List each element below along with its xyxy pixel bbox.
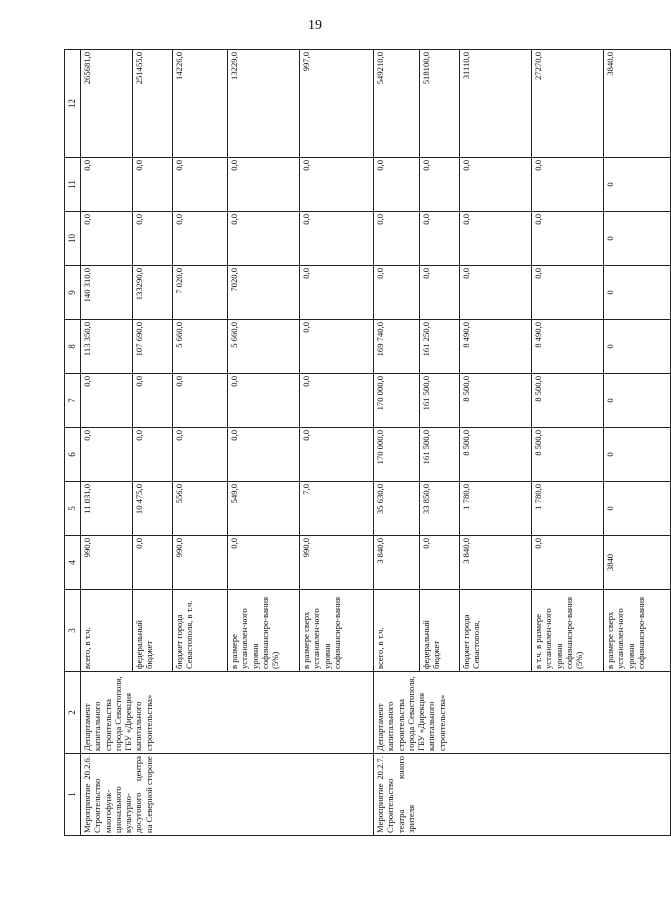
value-cell: 161 250,0 — [420, 320, 460, 374]
header-cell: 8 — [65, 320, 81, 374]
value-cell: 3840 — [604, 536, 671, 590]
value-cell: 7020,0 — [228, 266, 300, 320]
value-cell: 0 — [604, 212, 671, 266]
funding-source-cell: в размере установлен-ного уровня софинансиро-вания (5%) — [228, 590, 300, 672]
value-cell: 0,0 — [374, 266, 420, 320]
value-cell: 0,0 — [133, 158, 173, 212]
value-cell: 0,0 — [300, 320, 374, 374]
value-cell: 0,0 — [420, 266, 460, 320]
value-cell: 1 780,0 — [460, 482, 532, 536]
header-cell: 4 — [65, 536, 81, 590]
value-cell: 0,0 — [420, 158, 460, 212]
value-cell: 5 660,0 — [173, 320, 228, 374]
value-cell: 0,0 — [173, 212, 228, 266]
header-cell: 9 — [65, 266, 81, 320]
header-cell: 10 — [65, 212, 81, 266]
funding-source-cell: в т.ч. в размере установлен-ного уровня софинансиро-вания (5%) — [532, 590, 604, 672]
value-cell: 11 031,0 — [81, 482, 133, 536]
value-cell: 556,0 — [173, 482, 228, 536]
value-cell: 0,0 — [228, 428, 300, 482]
value-cell: 3 840,0 — [460, 536, 532, 590]
funding-source-cell: в размере сверх установлен-ного уровня софинансиро-вания — [604, 590, 671, 672]
value-cell: 27270,0 — [532, 50, 604, 158]
value-cell: 8 500,0 — [460, 428, 532, 482]
value-cell: 8 490,0 — [532, 320, 604, 374]
table-row — [81, 50, 133, 836]
value-cell: 549,0 — [228, 482, 300, 536]
value-cell: 35 630,0 — [374, 482, 420, 536]
value-cell: 113 350,0 — [81, 320, 133, 374]
value-cell: 3840,0 — [604, 50, 671, 158]
value-cell: 10 475,0 — [133, 482, 173, 536]
value-cell: 0 — [604, 428, 671, 482]
funding-source-cell: федеральный бюджет — [133, 590, 173, 672]
value-cell: 0,0 — [81, 212, 133, 266]
value-cell: 169 740,0 — [374, 320, 420, 374]
value-cell: 0,0 — [300, 212, 374, 266]
value-cell: 0,0 — [420, 536, 460, 590]
value-cell: 33 850,0 — [420, 482, 460, 536]
value-cell: 0,0 — [133, 428, 173, 482]
funding-source-cell: всего, в т.ч. — [81, 590, 133, 672]
value-cell: 1 780,0 — [532, 482, 604, 536]
funding-source-cell: в размере сверх установлен-ного уровня софинансиро-вания — [300, 590, 374, 672]
value-cell: 0,0 — [133, 212, 173, 266]
value-cell: 0,0 — [460, 266, 532, 320]
value-cell: 0,0 — [460, 212, 532, 266]
value-cell: 0,0 — [173, 374, 228, 428]
value-cell: 170 000,0 — [374, 428, 420, 482]
header-cell: 1 — [65, 754, 81, 836]
value-cell: 0,0 — [81, 374, 133, 428]
funding-table — [64, 49, 671, 836]
value-cell: 0 — [604, 266, 671, 320]
value-cell: 990,0 — [300, 536, 374, 590]
header-cell: 12 — [65, 50, 81, 158]
value-cell: 107 690,0 — [133, 320, 173, 374]
executor-cell: Департамент капитального строительства города Севастополя, ГБУ «Дирекция капитального строительства» — [81, 672, 374, 754]
funding-source-cell: бюджет города Севастополя, — [460, 590, 532, 672]
header-cell: 11 — [65, 158, 81, 212]
value-cell: 0,0 — [300, 428, 374, 482]
value-cell: 8 500,0 — [460, 374, 532, 428]
value-cell: 265681,0 — [81, 50, 133, 158]
value-cell: 0,0 — [532, 158, 604, 212]
value-cell: 997,0 — [300, 50, 374, 158]
header-cell: 3 — [65, 590, 81, 672]
value-cell: 990,0 — [173, 536, 228, 590]
value-cell: 161 500,0 — [420, 428, 460, 482]
value-cell: 251455,0 — [133, 50, 173, 158]
value-cell: 0,0 — [81, 428, 133, 482]
value-cell: 13229,0 — [228, 50, 300, 158]
value-cell: 140 310,0 — [81, 266, 133, 320]
page-number: 19 — [308, 18, 322, 33]
value-cell: 0,0 — [300, 374, 374, 428]
value-cell: 0 — [604, 374, 671, 428]
value-cell: 0,0 — [173, 428, 228, 482]
value-cell: 0,0 — [228, 158, 300, 212]
value-cell: 0,0 — [374, 158, 420, 212]
value-cell: 0,0 — [173, 158, 228, 212]
value-cell: 0,0 — [420, 212, 460, 266]
value-cell: 549210,0 — [374, 50, 420, 158]
value-cell: 31110,0 — [460, 50, 532, 158]
value-cell: 170 000,0 — [374, 374, 420, 428]
value-cell: 0,0 — [300, 266, 374, 320]
value-cell: 0,0 — [532, 212, 604, 266]
value-cell: 518100,0 — [420, 50, 460, 158]
table-row — [374, 50, 420, 836]
funding-source-cell: всего, в т.ч. — [374, 590, 420, 672]
value-cell: 0,0 — [532, 536, 604, 590]
value-cell: 5 660,0 — [228, 320, 300, 374]
value-cell: 0,0 — [228, 536, 300, 590]
value-cell: 0,0 — [300, 158, 374, 212]
value-cell: 14226,0 — [173, 50, 228, 158]
value-cell: 7 020,0 — [173, 266, 228, 320]
value-cell: 0,0 — [374, 212, 420, 266]
value-cell: 8 500,0 — [532, 374, 604, 428]
funding-source-cell: федеральный бюджет — [420, 590, 460, 672]
executor-cell: Департамент капитального строительства города Севастополя, ГБУ «Дирекция капитального строительства» — [374, 672, 671, 754]
value-cell: 0,0 — [133, 374, 173, 428]
header-cell: 2 — [65, 672, 81, 754]
value-cell: 0,0 — [133, 536, 173, 590]
header-cell: 5 — [65, 482, 81, 536]
measure-cell: Мероприятие 20.2.7. Строительство театра юного зрителя — [374, 754, 671, 836]
value-cell: 0 — [604, 158, 671, 212]
value-cell: 161 500,0 — [420, 374, 460, 428]
rotated-table-container — [64, 50, 646, 836]
header-cell: 7 — [65, 374, 81, 428]
measure-cell: Мероприятие 20.2.6. Строительство многофунк-ционального культурно-досугового центра на Северной стороне — [81, 754, 374, 836]
header-row — [65, 50, 81, 836]
funding-source-cell: бюджет города Севастополя, в т.ч. — [173, 590, 228, 672]
value-cell: 0,0 — [81, 158, 133, 212]
value-cell: 8 490,0 — [460, 320, 532, 374]
header-cell: 6 — [65, 428, 81, 482]
value-cell: 0,0 — [228, 212, 300, 266]
value-cell: 8 500,0 — [532, 428, 604, 482]
value-cell: 0,0 — [532, 266, 604, 320]
value-cell: 0,0 — [460, 158, 532, 212]
value-cell: 133290,0 — [133, 266, 173, 320]
value-cell: 990,0 — [81, 536, 133, 590]
value-cell: 3 840,0 — [374, 536, 420, 590]
value-cell: 0 — [604, 482, 671, 536]
value-cell: 0,0 — [228, 374, 300, 428]
value-cell: 7,0 — [300, 482, 374, 536]
value-cell: 0 — [604, 320, 671, 374]
